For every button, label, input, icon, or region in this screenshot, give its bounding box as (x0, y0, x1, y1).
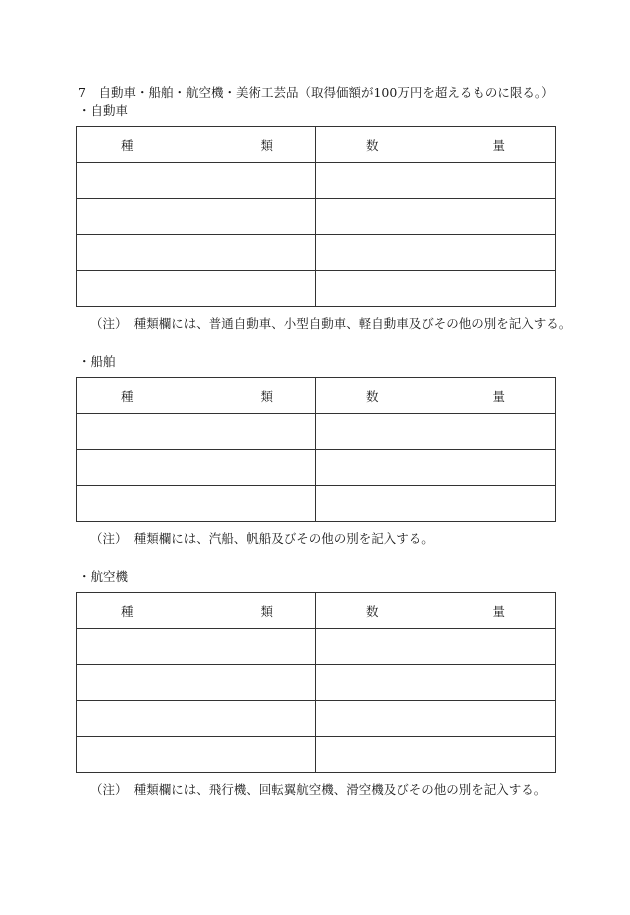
quantity-cell[interactable] (316, 701, 556, 737)
kind-cell[interactable] (77, 486, 316, 522)
table-row (77, 235, 556, 271)
quantity-cell[interactable] (316, 414, 556, 450)
ship-note: （注） 種類欄には、汽船、帆船及びその他の別を記入する。 (90, 531, 434, 546)
section-title-automobile: ・自動車 (78, 103, 129, 118)
quantity-cell[interactable] (316, 271, 556, 307)
quantity-cell[interactable] (316, 163, 556, 199)
quantity-cell[interactable] (316, 629, 556, 665)
kind-cell[interactable] (77, 629, 316, 665)
quantity-cell[interactable] (316, 737, 556, 773)
kind-cell[interactable] (77, 199, 316, 235)
table-row (77, 163, 556, 199)
table-row (77, 486, 556, 522)
quantity-header: 数 量 (316, 378, 556, 414)
quantity-cell[interactable] (316, 486, 556, 522)
quantity-cell[interactable] (316, 235, 556, 271)
kind-cell[interactable] (77, 450, 316, 486)
kind-cell[interactable] (77, 701, 316, 737)
table-row (77, 414, 556, 450)
quantity-header: 数 量 (316, 593, 556, 629)
kind-header: 種 類 (77, 593, 316, 629)
automobile-table (76, 126, 556, 307)
aircraft-note: （注） 種類欄には、飛行機、回転翼航空機、滑空機及びその他の別を記入する。 (90, 782, 547, 797)
quantity-cell[interactable] (316, 665, 556, 701)
kind-header: 種 類 (77, 378, 316, 414)
section-title-aircraft: ・航空機 (78, 569, 129, 584)
quantity-cell[interactable] (316, 450, 556, 486)
section-heading: 7 自動車・船舶・航空機・美術工芸品（取得価額が100万円を超えるものに限る。） (78, 85, 554, 100)
table-row (77, 271, 556, 307)
table-header-row (77, 593, 556, 629)
kind-cell[interactable] (77, 737, 316, 773)
table-row (77, 199, 556, 235)
table-row (77, 629, 556, 665)
quantity-header: 数 量 (316, 127, 556, 163)
kind-header: 種 類 (77, 127, 316, 163)
aircraft-table (76, 592, 556, 773)
quantity-cell[interactable] (316, 199, 556, 235)
kind-cell[interactable] (77, 163, 316, 199)
table-header-row (77, 127, 556, 163)
ship-table (76, 377, 556, 522)
automobile-note: （注） 種類欄には、普通自動車、小型自動車、軽自動車及びその他の別を記入する。 (90, 316, 572, 331)
kind-cell[interactable] (77, 665, 316, 701)
kind-cell[interactable] (77, 414, 316, 450)
section-title-ship: ・船舶 (78, 354, 116, 369)
table-row (77, 737, 556, 773)
kind-cell[interactable] (77, 235, 316, 271)
kind-cell[interactable] (77, 271, 316, 307)
table-row (77, 450, 556, 486)
table-header-row (77, 378, 556, 414)
table-row (77, 701, 556, 737)
table-row (77, 665, 556, 701)
